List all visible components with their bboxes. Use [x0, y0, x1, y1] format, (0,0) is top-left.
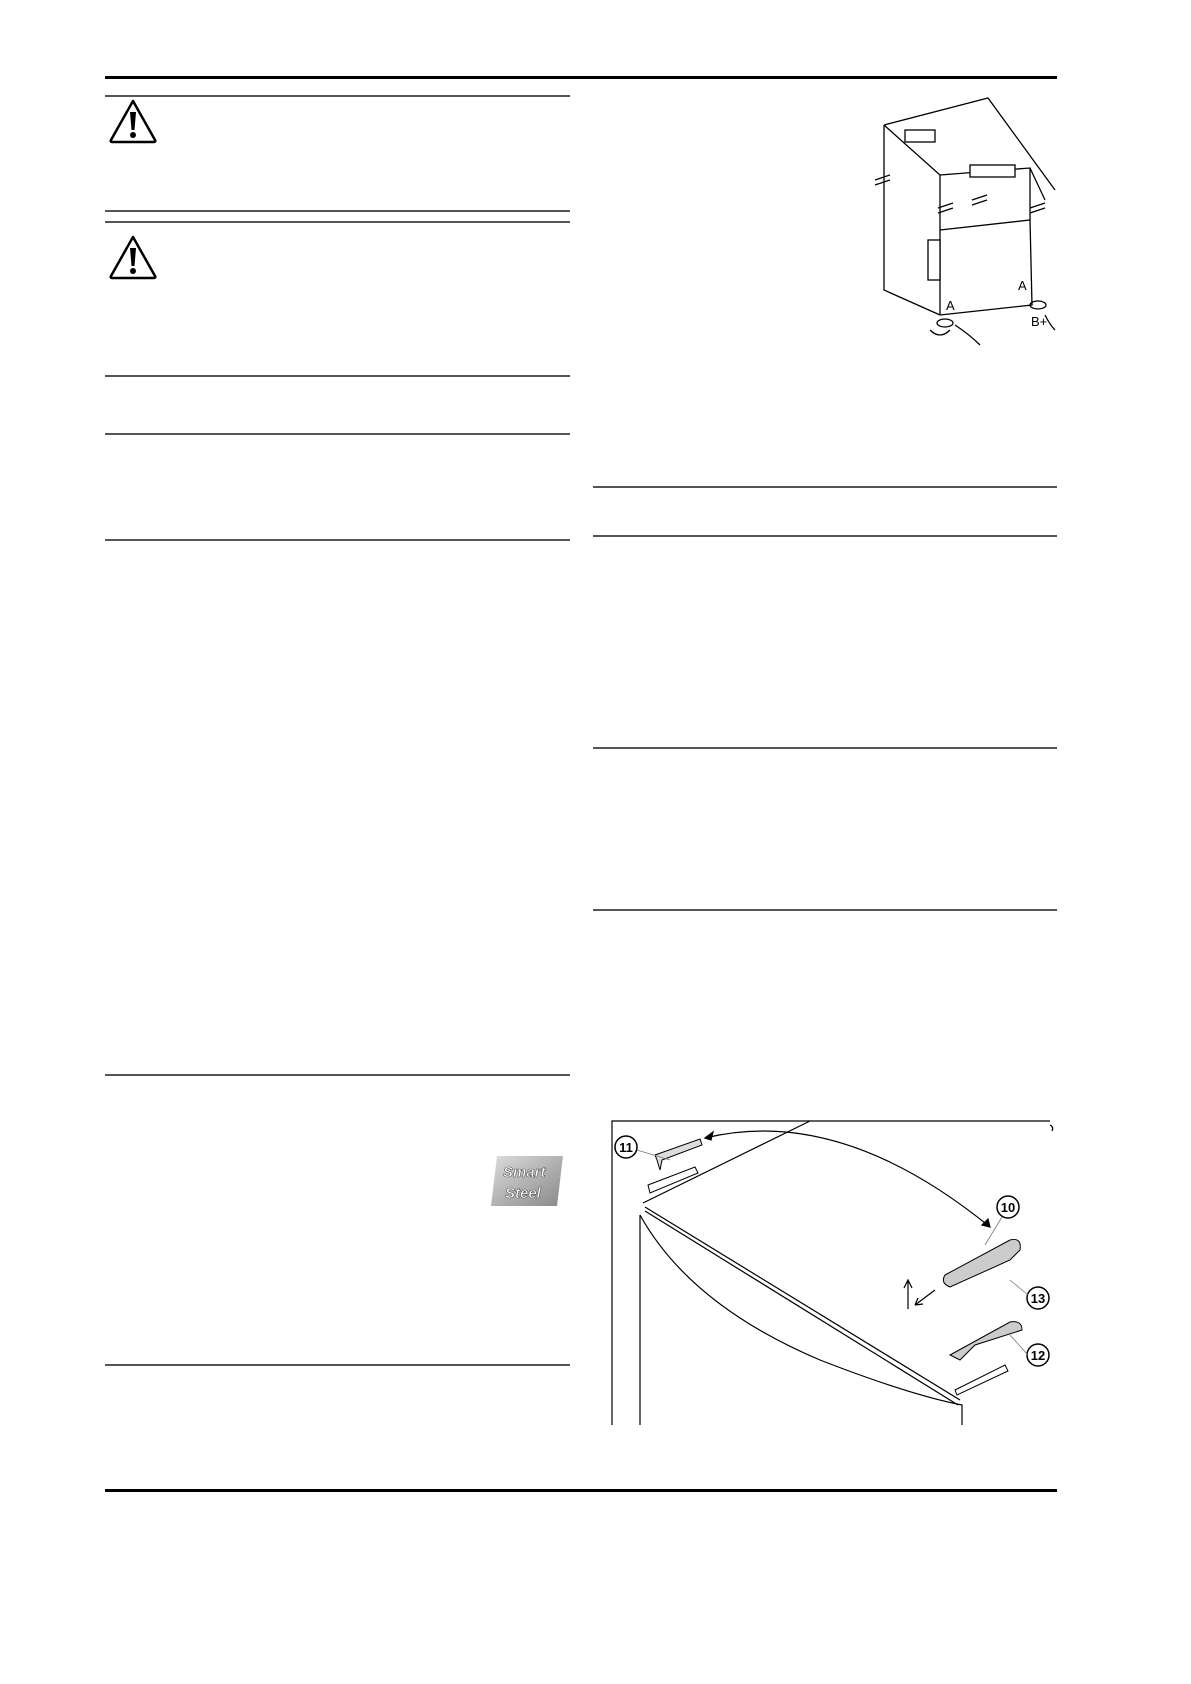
label-b: B+	[1031, 314, 1048, 329]
section-rule	[593, 747, 1057, 749]
section-rule	[593, 535, 1057, 537]
section-rule	[105, 1364, 570, 1366]
footer-rule	[105, 1489, 1057, 1492]
section-rule	[105, 210, 570, 212]
section-rule	[105, 221, 570, 223]
callout-13: 13	[1030, 1291, 1046, 1306]
svg-text:Steel: Steel	[505, 1185, 541, 1202]
label-a-left: A	[946, 298, 955, 313]
section-rule	[593, 909, 1057, 911]
callout-12: 12	[1030, 1348, 1046, 1363]
section-rule	[105, 95, 570, 97]
section-rule	[105, 1074, 570, 1076]
hinge-reversal-figure	[610, 1115, 1060, 1425]
warning-triangle-icon	[108, 98, 158, 144]
svg-text:Smart: Smart	[503, 1164, 546, 1181]
smart-steel-logo	[489, 1154, 565, 1208]
section-rule	[105, 539, 570, 541]
label-a-right: A	[1018, 278, 1027, 293]
cabinet-feet-figure	[860, 90, 1060, 350]
section-rule	[105, 375, 570, 377]
section-rule	[593, 486, 1057, 488]
header-rule	[105, 76, 1057, 79]
callout-11: 11	[619, 1140, 633, 1155]
callout-10: 10	[1000, 1200, 1016, 1215]
warning-triangle-icon	[108, 234, 158, 280]
section-rule	[105, 433, 570, 435]
